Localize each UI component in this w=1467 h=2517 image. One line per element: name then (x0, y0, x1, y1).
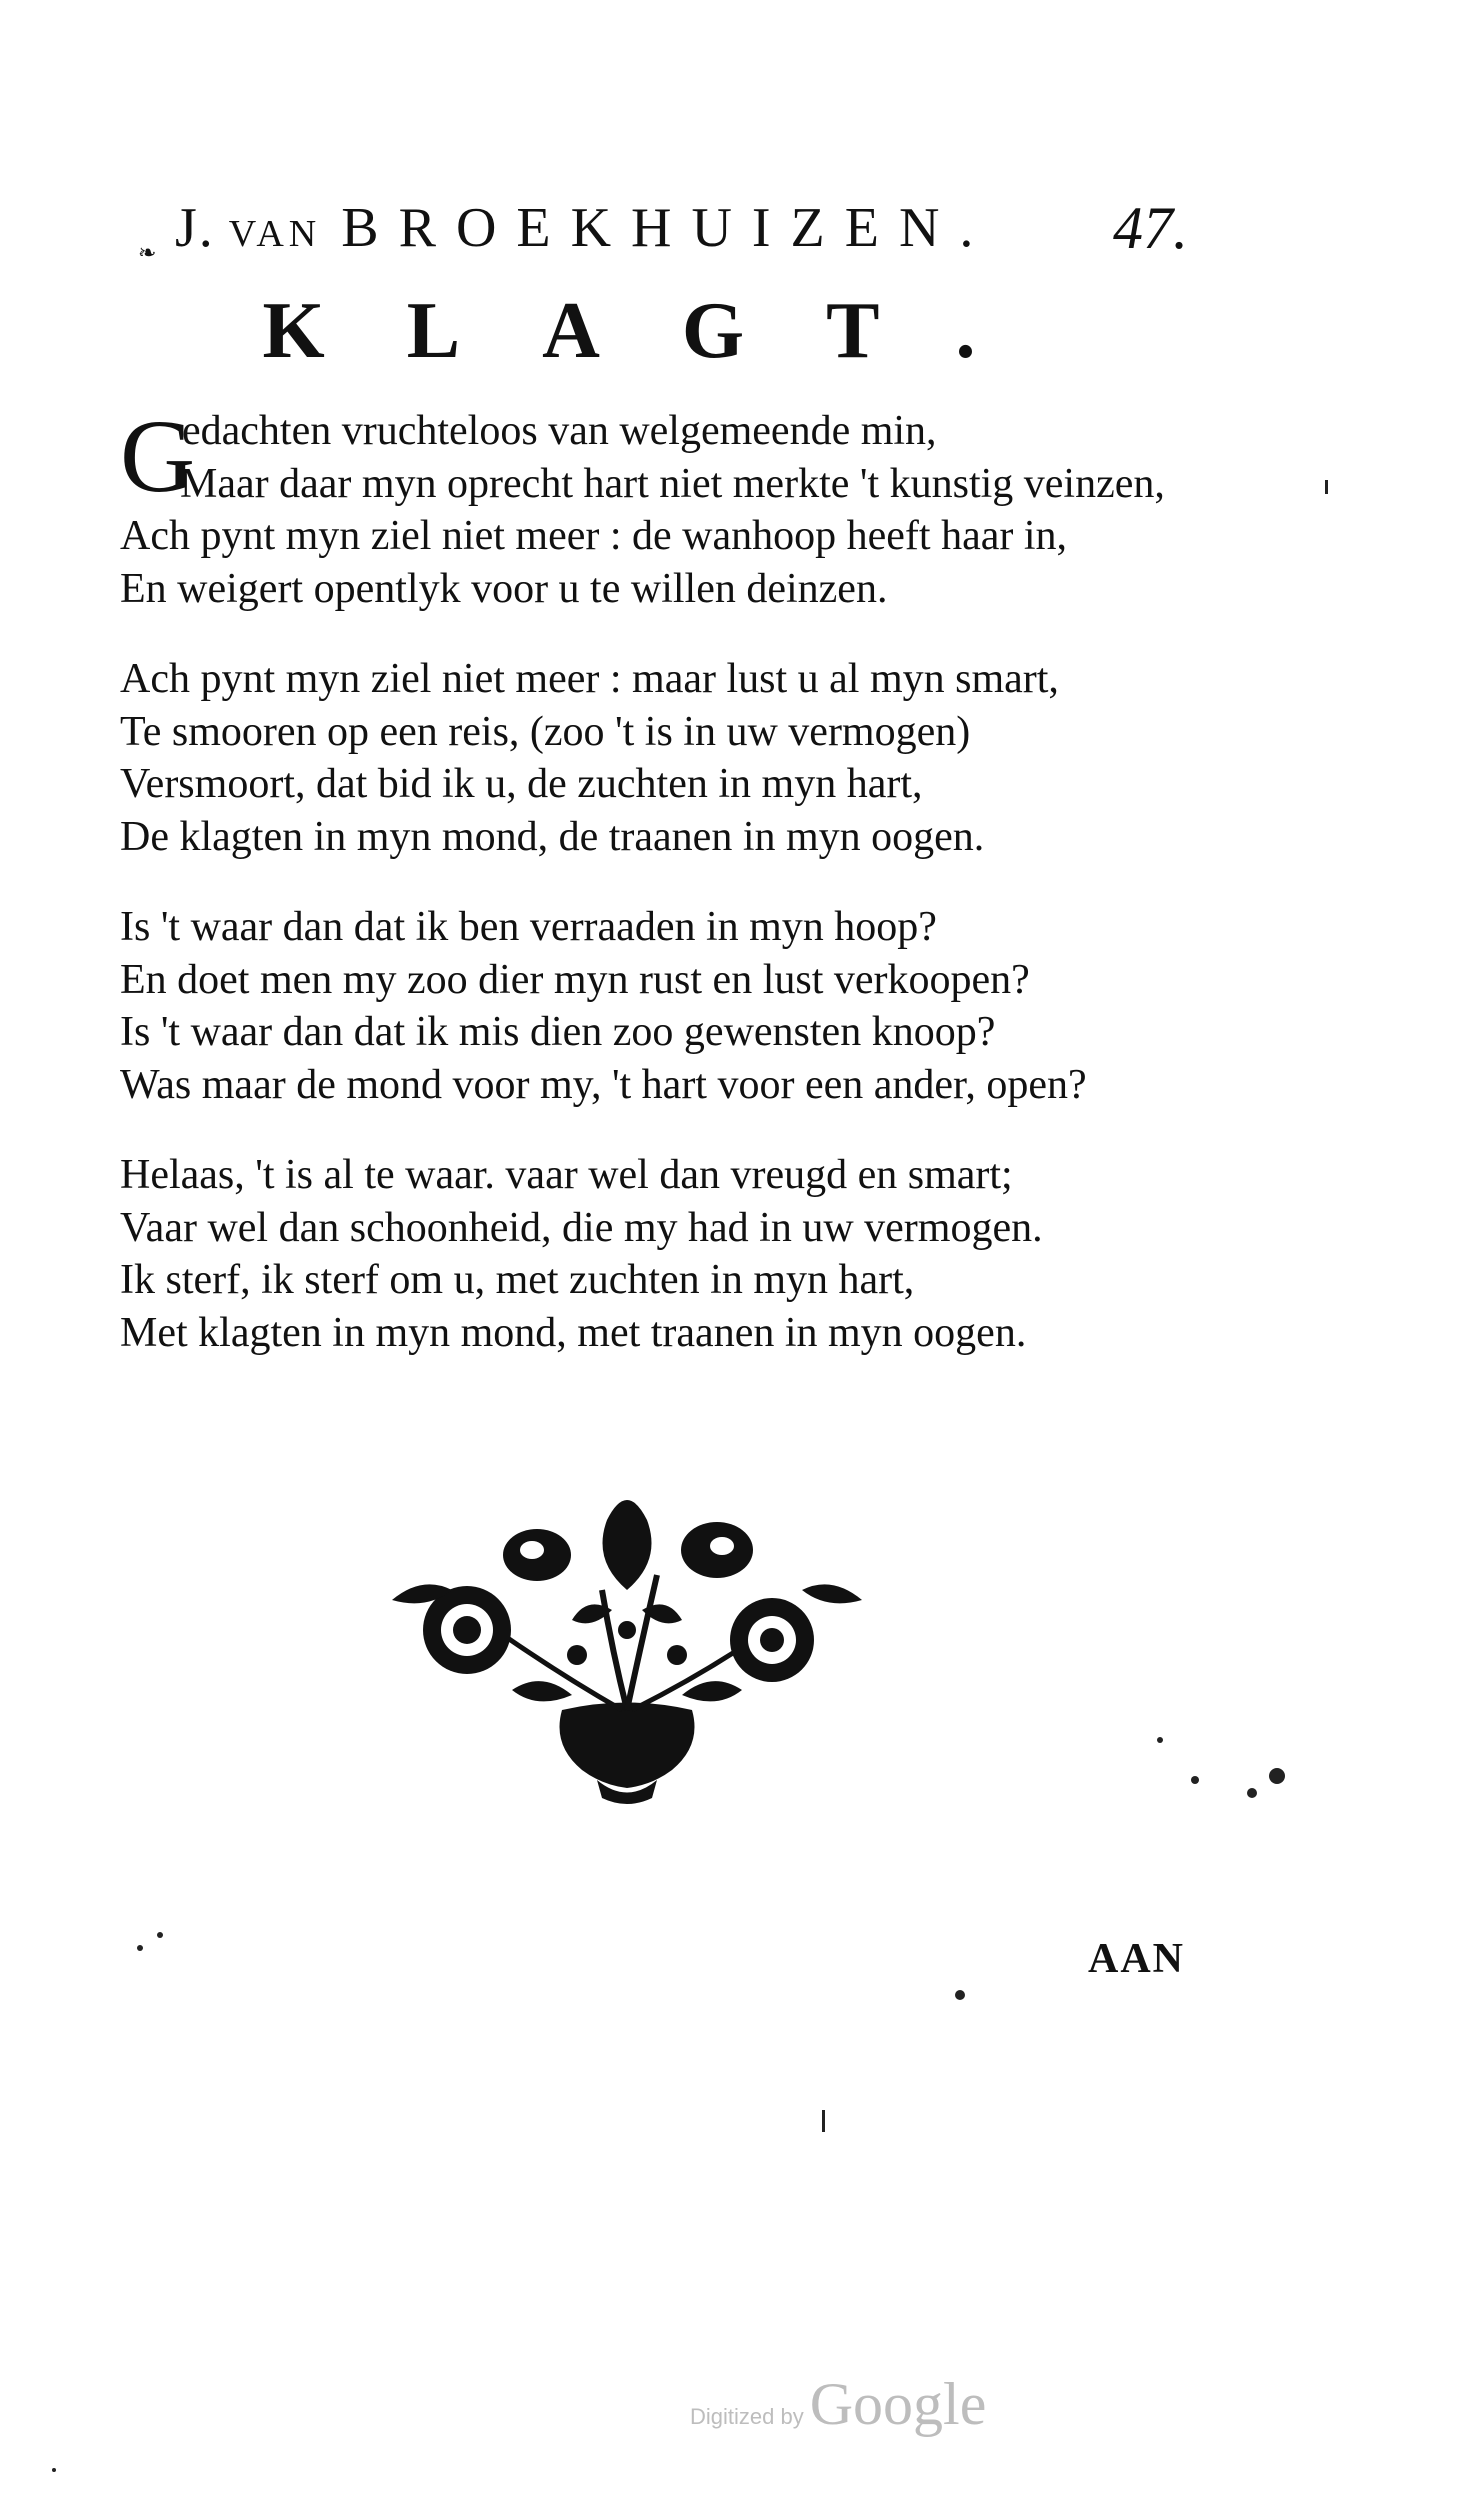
stanza-2 (120, 653, 1200, 863)
floral-basket-ornament-icon (372, 1480, 882, 1820)
poem-line: De klagten in myn mond, de traanen in myn oogen. (120, 813, 985, 860)
running-head (120, 196, 1200, 266)
poem-line: Maar daar myn oprecht hart niet merkte 't kunstig veinzen, (180, 460, 1165, 507)
page-number: 47. (1113, 195, 1188, 261)
poem-line: Ik sterf, ik sterf om u, met zuchten in myn hart, (120, 1257, 915, 1303)
poem-line: Is 't waar dan dat ik mis dien zoo gewensten knoop? (120, 1009, 996, 1055)
fleuron-icon: ❧ (138, 240, 157, 265)
stanza-4 (120, 1149, 1200, 1359)
poem-line: Vaar wel dan schoonheid, die my had in uw vermogen. (120, 1204, 1043, 1251)
author-particle: VAN (228, 213, 322, 255)
poem-line: Met klagten in myn mond, met traanen in myn oogen. (120, 1309, 1027, 1356)
digitized-label: Digitized by (690, 2404, 804, 2429)
poem-line: En weigert opentlyk voor u te willen deinzen. (120, 565, 888, 612)
poem-line: Te smooren op een reis, (zoo 't is in uw vermogen) (120, 708, 971, 755)
poem-line: Helaas, 't is al te waar. vaar wel dan vreugd en smart; (120, 1152, 1013, 1198)
poem-line: En doet men my zoo dier myn rust en lust verkoopen? (120, 956, 1030, 1003)
poem-title: KLAGT. (262, 287, 1058, 375)
poem-line: Is 't waar dan dat ik ben verraaden in myn hoop? (120, 904, 937, 950)
poem-line: Versmoort, dat bid ik u, de zuchten in myn hart, (120, 761, 923, 807)
poem-line: Was maar de mond voor my, 't hart voor een ander, open? (120, 1061, 1087, 1108)
digitized-watermark (690, 2370, 986, 2439)
author-name (175, 196, 993, 260)
catchword: AAN (1088, 1936, 1185, 1982)
author-initial: J. (175, 197, 215, 259)
google-brand: Google (809, 2371, 987, 2437)
poem-line: edachten vruchteloos van welgemeende min, (182, 408, 937, 454)
drop-cap: G (120, 399, 196, 514)
author-surname: BROEKHUIZEN. (341, 197, 994, 259)
stanza-1 (120, 399, 1200, 615)
poem-line: Ach pynt myn ziel niet meer : maar lust u al myn smart, (120, 656, 1059, 702)
stanza-3 (120, 901, 1200, 1111)
poem-body (120, 399, 1200, 1397)
poem-line: Ach pynt myn ziel niet meer : de wanhoop heeft haar in, (120, 513, 1068, 559)
